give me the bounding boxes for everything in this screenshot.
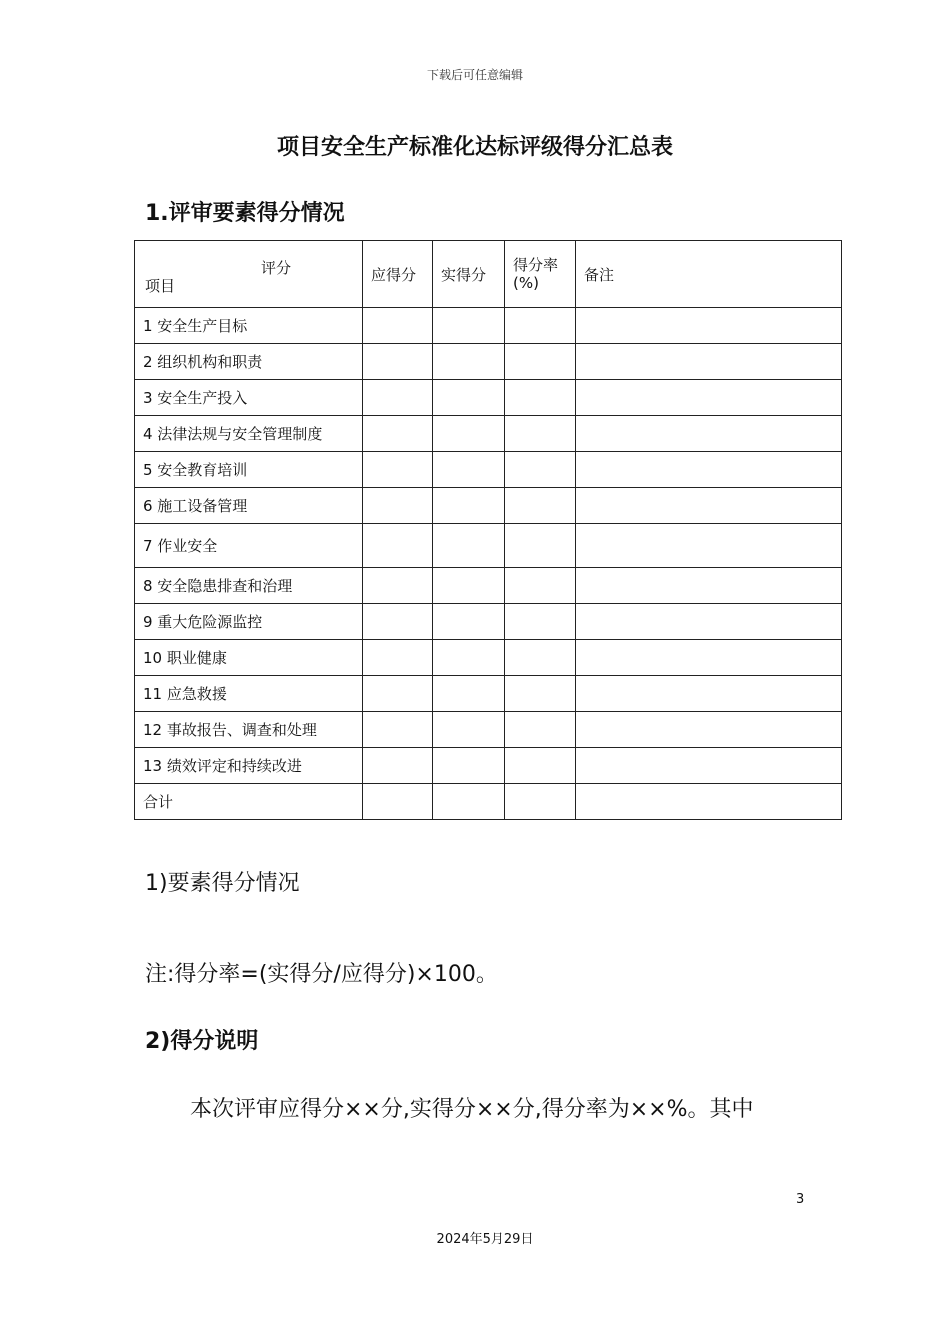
table-row — [135, 568, 842, 604]
expected-score-cell — [363, 308, 433, 344]
document-title: 项目安全生产标准化达标评级得分汇总表 — [276, 135, 673, 160]
row-item-label: 7 作业安全 — [135, 524, 363, 568]
header-score-rate: 得分率(%) — [505, 241, 576, 308]
actual-score-cell — [433, 380, 505, 416]
explanation-paragraph: 本次评审应得分××分,实得分××分,得分率为××%。其中 — [190, 1097, 754, 1122]
header-note: 下载后可任意编辑 — [426, 68, 523, 82]
table-row — [135, 640, 842, 676]
actual-score-cell — [433, 308, 505, 344]
remark-cell — [576, 524, 842, 568]
remark-cell — [576, 712, 842, 748]
score-rate-cell — [505, 488, 576, 524]
row-item-label: 6 施工设备管理 — [135, 488, 363, 524]
table-row — [135, 784, 842, 820]
actual-score-cell — [433, 640, 505, 676]
expected-score-cell — [363, 524, 433, 568]
score-rate-cell — [505, 524, 576, 568]
expected-score-cell — [363, 344, 433, 380]
score-rate-cell — [505, 308, 576, 344]
remark-cell — [576, 640, 842, 676]
expected-score-cell — [363, 748, 433, 784]
expected-score-cell — [363, 676, 433, 712]
row-item-label: 10 职业健康 — [135, 640, 363, 676]
row-item-label: 8 安全隐患排查和治理 — [135, 568, 363, 604]
actual-score-cell — [433, 676, 505, 712]
score-rate-cell — [505, 784, 576, 820]
score-rate-cell — [505, 748, 576, 784]
subheading-score-explanation: 2)得分说明 — [145, 1029, 259, 1054]
section-heading-1: 1.评审要素得分情况 — [145, 201, 345, 226]
table-row — [135, 452, 842, 488]
actual-score-cell — [433, 568, 505, 604]
remark-cell — [576, 488, 842, 524]
actual-score-cell — [433, 416, 505, 452]
remark-cell — [576, 784, 842, 820]
expected-score-cell — [363, 416, 433, 452]
row-item-label: 12 事故报告、调查和处理 — [135, 712, 363, 748]
formula-note: 注:得分率=(实得分/应得分)×100。 — [145, 962, 498, 987]
actual-score-cell — [433, 748, 505, 784]
row-item-label: 合计 — [135, 784, 363, 820]
score-rate-cell — [505, 344, 576, 380]
expected-score-cell — [363, 568, 433, 604]
row-item-label: 2 组织机构和职责 — [135, 344, 363, 380]
score-rate-cell — [505, 676, 576, 712]
header-expected-score: 应得分 — [363, 241, 433, 308]
actual-score-cell — [433, 604, 505, 640]
remark-cell — [576, 452, 842, 488]
table-row — [135, 488, 842, 524]
table-row — [135, 380, 842, 416]
expected-score-cell — [363, 604, 433, 640]
score-rate-cell — [505, 416, 576, 452]
subheading-element-scores: 1)要素得分情况 — [145, 871, 300, 896]
actual-score-cell — [433, 712, 505, 748]
table-row — [135, 308, 842, 344]
remark-cell — [576, 380, 842, 416]
actual-score-cell — [433, 344, 505, 380]
actual-score-cell — [433, 524, 505, 568]
remark-cell — [576, 344, 842, 380]
score-summary-table — [134, 240, 842, 820]
expected-score-cell — [363, 712, 433, 748]
row-item-label: 5 安全教育培训 — [135, 452, 363, 488]
table-row — [135, 748, 842, 784]
header-cell-item-score — [135, 241, 363, 308]
row-item-label: 9 重大危险源监控 — [135, 604, 363, 640]
header-score-label: 评分 — [261, 259, 292, 277]
score-rate-cell — [505, 712, 576, 748]
expected-score-cell — [363, 380, 433, 416]
table-row — [135, 416, 842, 452]
actual-score-cell — [433, 488, 505, 524]
expected-score-cell — [363, 452, 433, 488]
table-row — [135, 524, 842, 568]
header-actual-score: 实得分 — [433, 241, 505, 308]
row-item-label: 4 法律法规与安全管理制度 — [135, 416, 363, 452]
page-number: 3 — [796, 1192, 805, 1207]
remark-cell — [576, 676, 842, 712]
table-header-row — [135, 241, 842, 308]
remark-cell — [576, 308, 842, 344]
score-rate-cell — [505, 380, 576, 416]
table-row — [135, 676, 842, 712]
expected-score-cell — [363, 784, 433, 820]
remark-cell — [576, 604, 842, 640]
header-remark: 备注 — [576, 241, 842, 308]
actual-score-cell — [433, 452, 505, 488]
remark-cell — [576, 748, 842, 784]
remark-cell — [576, 568, 842, 604]
row-item-label: 1 安全生产目标 — [135, 308, 363, 344]
table-row — [135, 604, 842, 640]
expected-score-cell — [363, 488, 433, 524]
table-row — [135, 344, 842, 380]
score-rate-cell — [505, 604, 576, 640]
footer-date: 2024年5月29日 — [436, 1232, 534, 1247]
row-item-label: 13 绩效评定和持续改进 — [135, 748, 363, 784]
expected-score-cell — [363, 640, 433, 676]
row-item-label: 11 应急救援 — [135, 676, 363, 712]
row-item-label: 3 安全生产投入 — [135, 380, 363, 416]
score-rate-cell — [505, 640, 576, 676]
score-rate-cell — [505, 568, 576, 604]
remark-cell — [576, 416, 842, 452]
header-item-label: 项目 — [145, 277, 176, 295]
score-rate-cell — [505, 452, 576, 488]
actual-score-cell — [433, 784, 505, 820]
table-row — [135, 712, 842, 748]
